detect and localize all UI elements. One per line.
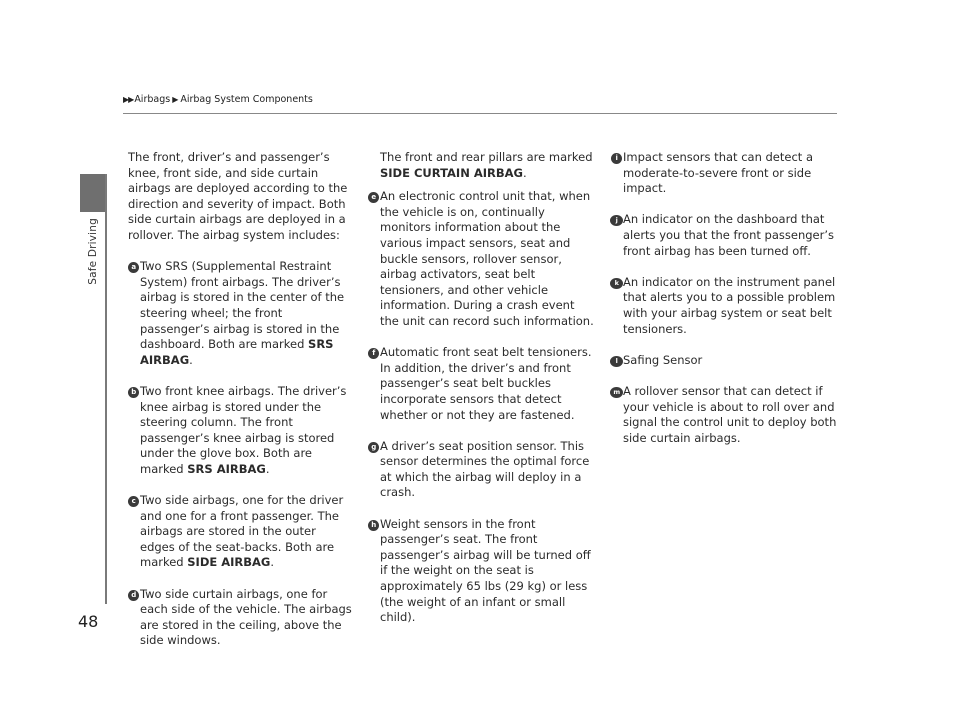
item-text: An indicator on the dashboard that alerts you that the front passenger’s front airbag has been turned off. [623, 212, 834, 258]
list-item [611, 150, 841, 197]
item-text: Two SRS (Supplemental Restraint System) front airbags. The driver’s airbag is stored in the center of the steering wheel; the front passenger’s airbag is stored in the dashboard. Both are marked [140, 259, 345, 352]
list-item [128, 587, 354, 649]
list-item [368, 439, 596, 501]
breadcrumb-separator-icon: ▶ [172, 95, 179, 104]
sidebar-section-tab [80, 174, 107, 212]
marker-icon: b [128, 387, 139, 398]
marker-icon: a [128, 262, 139, 273]
marker-icon: k [610, 278, 623, 289]
column-1 [128, 150, 354, 649]
list-item [368, 345, 596, 423]
item-bold: SRS AIRBAG [187, 461, 266, 476]
item-bold: SIDE AIRBAG [187, 555, 271, 570]
page-number: 48 [78, 612, 99, 631]
item-text: Two side airbags, one for the driver and one for a front passenger. The airbags are stored in the outer edges of the seat-backs. Both are marked [140, 493, 344, 570]
item-tail: . [265, 461, 270, 476]
item-text: Automatic front seat belt tensioners. In addition, the driver’s and front passenger’s seat belt buckles incorporate sensors that detect whether or not they are fastened. [380, 345, 592, 422]
marker-icon: j [610, 215, 623, 226]
item-tail: . [270, 555, 275, 570]
marker-icon: g [368, 442, 379, 453]
intro-paragraph: The front, driver’s and passenger’s knee, front side, and side curtain airbags are deployed according to the direction and severity of impact. Both side curtain airbags are deployed in a rollover. The airbag system includes: [128, 150, 348, 242]
item-bold: SRS AIRBAG [140, 337, 334, 367]
item-tail: . [522, 165, 527, 180]
item-tail: . [189, 352, 193, 367]
list-item [611, 353, 841, 369]
breadcrumb-arrow-icon: ▶▶ [123, 95, 134, 104]
marker-icon: h [368, 520, 379, 531]
marker-icon: e [368, 192, 379, 203]
item-text: A driver’s seat position sensor. This sensor determines the optimal force at which the airbag will deploy in a crash. [380, 438, 590, 500]
list-item [368, 517, 596, 626]
item-text: A rollover sensor that can detect if your vehicle is about to roll over and signal the control unit to deploy both side curtain airbags. [623, 383, 837, 445]
header-divider [123, 113, 837, 114]
list-item [128, 493, 354, 571]
list-item [128, 384, 354, 478]
marker-icon: d [128, 590, 139, 601]
marker-icon: i [611, 153, 622, 164]
list-item-continuation [368, 150, 596, 181]
list-item [611, 384, 841, 446]
marker-icon: l [610, 356, 623, 367]
item-text: The front and rear pillars are marked [380, 150, 593, 164]
item-text: An electronic control unit that, when the vehicle is on, continually monitors information about the various impact sensors, seat and buckle sensors, rollover sensor, airbag activators, seat belt tensioners, and other vehicle information. During a crash event the unit can record such information. [380, 189, 594, 328]
breadcrumb [123, 94, 313, 105]
list-item [128, 259, 354, 368]
sidebar-divider [105, 174, 107, 604]
item-text: Safing Sensor [623, 352, 703, 367]
column-3 [611, 150, 841, 446]
sidebar-label: Safe Driving [87, 218, 99, 285]
marker-icon: m [610, 387, 623, 398]
item-text: Weight sensors in the front passenger’s seat. The front passenger’s airbag will be turned off if the weight on the seat is approximately 65 lbs (29 kg) or less (the weight of an infant or small child). [380, 516, 591, 625]
list-item [611, 275, 841, 337]
breadcrumb-section[interactable]: Airbags [134, 94, 171, 105]
list-item [368, 189, 596, 329]
item-text: Impact sensors that can detect a moderate-to-severe front or side impact. [623, 150, 814, 196]
item-text: An indicator on the instrument panel that alerts you to a possible problem with your airbag system or seat belt tensioners. [623, 274, 836, 336]
column-2 [368, 150, 596, 626]
marker-icon: c [128, 496, 139, 507]
list-item [611, 212, 841, 259]
breadcrumb-page: Airbag System Components [180, 94, 313, 105]
item-bold: SIDE CURTAIN AIRBAG [380, 165, 523, 180]
item-text: Two side curtain airbags, one for each side of the vehicle. The airbags are stored in the ceiling, above the side windows. [140, 586, 352, 648]
item-text: Two front knee airbags. The driver’s knee airbag is stored under the steering column. The front passenger’s knee airbag is stored under the glove box. Both are marked [140, 383, 347, 476]
marker-icon: f [368, 348, 379, 359]
